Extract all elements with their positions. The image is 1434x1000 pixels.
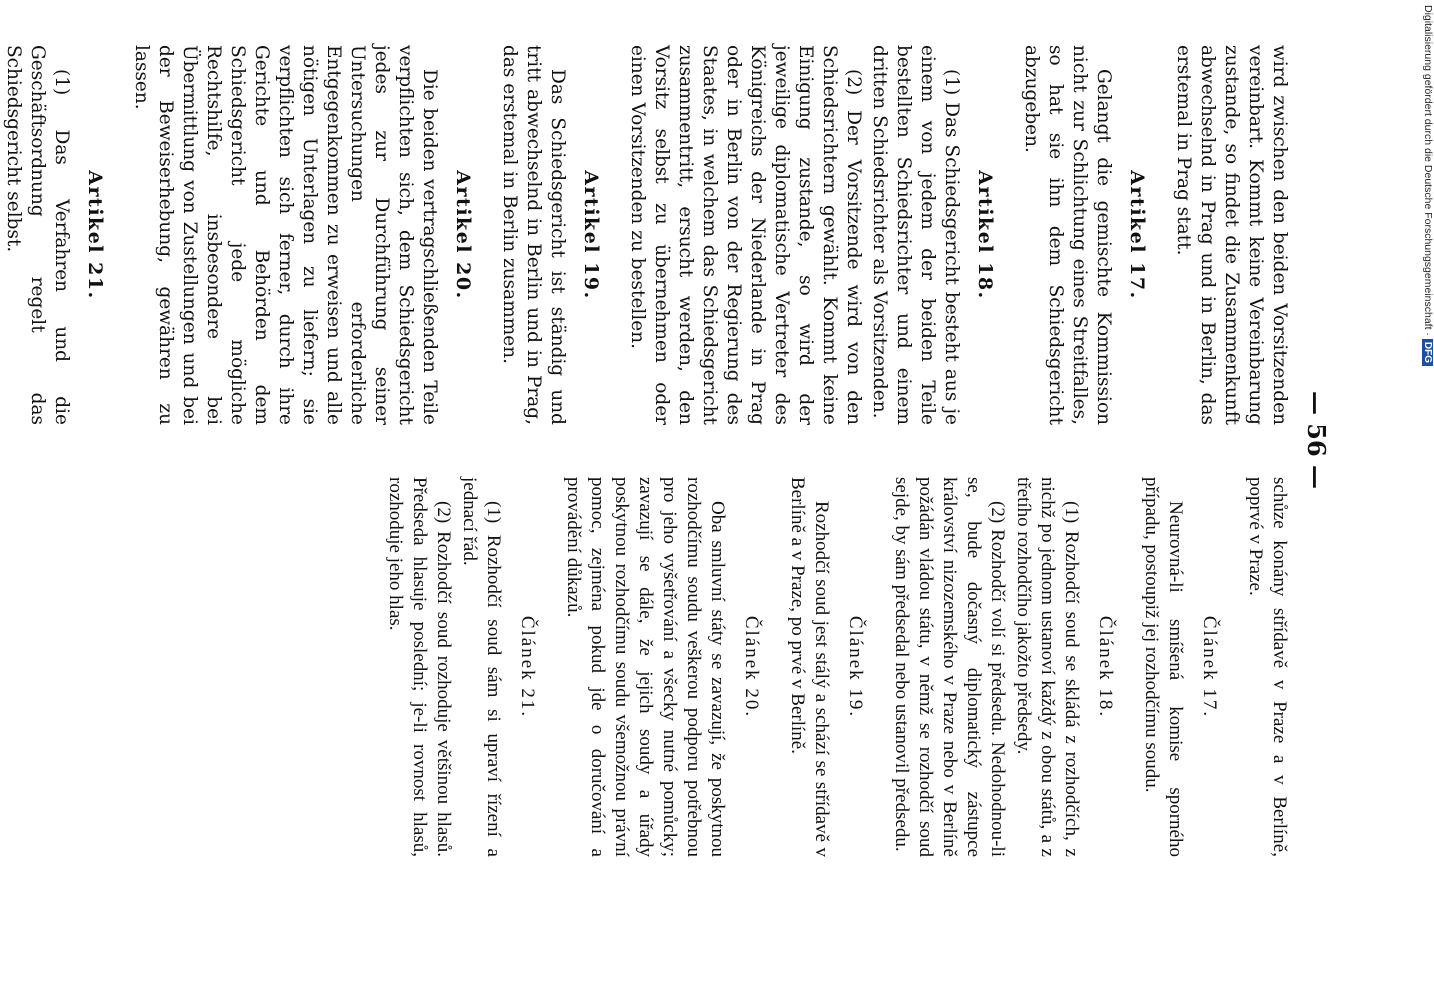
czech-article-title: Článek 20. xyxy=(741,615,762,719)
german-paragraph: Gelangt die gemischte Kommission nicht zur Schlichtung eines Streitfalles, so hat sie ihn dem Schiedsgericht abzugeben. xyxy=(1021,45,1114,425)
czech-paragraph: (2) Rozhodčí volí si předsedu. Nedohodnou-li se, bude dočasný diplomatický zástupce království nizozemského v Praze nebo v Berlíně požádán vládou státu, v němž se rozhodčí soud sejde, by sám předsedal nebo ustanovil předsedu. xyxy=(891,477,1008,857)
german-paragraph: (1) Das Verfahren und die Geschäftsordnung regelt das Schiedsgericht selbst. xyxy=(3,45,72,425)
german-article-title: Artikel 20. xyxy=(452,170,474,300)
czech-paragraph: (2) Rozhodčí soud rozhoduje většinou hlasů. Předseda hlasuje poslední; je-li rovnost hlasů, rozhoduje jeho hlas. xyxy=(385,477,454,857)
german-article-title: Artikel 17. xyxy=(1126,170,1148,300)
czech-article-title: Článek 19. xyxy=(845,615,866,719)
german-paragraph: (2) Der Vorsitzende wird von den Schiedsrichtern gewählt. Kommt keine Einigung zustande, so wird der jeweilige diplomatische Vertreter des Königreichs der Niederlande in Prag oder in Berlin von der Regierung des Staates, in welchem das Schiedsgericht zusammentritt, ersucht werden, den Vorsitz selbst zu übernehmen oder einen Vorsitzenden zu bestellen. xyxy=(627,45,864,425)
german-paragraph: Die beiden vertragschließenden Teile verpflichten sich, dem Schiedsgericht jedes zur Durchführung seiner Untersuchungen erforderliche Entgegenkommen zu erweisen und alle nötigen Unterlagen zu liefern; sie verpflichten sich ferner, durch ihre Gerichte und Behörden dem Schiedsgericht jede mögliche Rechtshilfe, insbesondere bei Übermittlung von Zustellungen und bei der Beweiserhebung, gewähren zu lassen. xyxy=(131,45,440,425)
german-paragraph: (1) Das Schiedsgericht besteht aus je einem von jedem der beiden Teile bestellten Schiedsrichter und einem dritten Schiedsrichter als Vorsitzenden. xyxy=(869,45,962,425)
document-page xyxy=(3,15,1331,865)
czech-column xyxy=(383,477,1291,857)
credit-text: Digitalisierung gefördert durch die Deutsche Forschungsgemeinschaft · xyxy=(1422,5,1434,336)
german-article-title: Artikel 19. xyxy=(580,170,602,300)
czech-paragraph: Rozhodčí soud jest stálý a schází se střídavě v Berlíně a v Praze, po prvé v Berlíně. xyxy=(787,477,832,857)
czech-article-title: Článek 18. xyxy=(1095,615,1116,719)
dfg-logo-icon: DFG xyxy=(1422,339,1433,366)
german-intro: wird zwischen den beiden Vorsitzenden vereinbart. Kommt keine Vereinbarung zustande, so findet die Zusammenkunft abwechselnd in Prag und in Berlin, das erstemal in Prag statt. xyxy=(1173,45,1290,425)
german-column xyxy=(0,45,1291,425)
german-article-title: Artikel 21. xyxy=(84,170,106,300)
czech-paragraph: Neurovná-li smíšená komise sporného případu, postoupiž jej rozhodčímu soudu. xyxy=(1141,477,1186,857)
digitization-credit xyxy=(1414,0,1434,400)
czech-paragraph: (1) Rozhodčí soud se skládá z rozhodčích, z nichž po jednom ustanoví každý z obou států, a z třetího rozhodčího jakožto předsedy. xyxy=(1013,477,1082,857)
german-paragraph: Das Schiedsgericht ist ständig und tritt abwechselnd in Berlin und in Prag, das erstemal in Berlin zusammen. xyxy=(499,45,568,425)
czech-paragraph: (1) Rozhodčí soud sám si upraví řízení a jednací řád. xyxy=(459,477,504,857)
page-number: — 56 — xyxy=(1302,390,1331,490)
czech-article-title: Článek 17. xyxy=(1199,615,1220,719)
german-article-title: Artikel 18. xyxy=(974,170,996,300)
czech-article-title: Článek 21. xyxy=(517,615,538,719)
czech-intro: schůze konány střídavě v Praze a v Berlíně, poprvé v Praze. xyxy=(1245,477,1290,857)
czech-paragraph: Oba smluvní státy se zavazují, že poskytnou rozhodčímu soudu veškerou podporu potřebnou pro jeho vyšetřování a všecky nutné pomůcky; zavazují se dále, že jejich soudy a úřady poskytnou rozhodčímu soudu všemožnou právní pomoc, zejména pokud jde o doručování a provádění důkazů. xyxy=(563,477,728,857)
